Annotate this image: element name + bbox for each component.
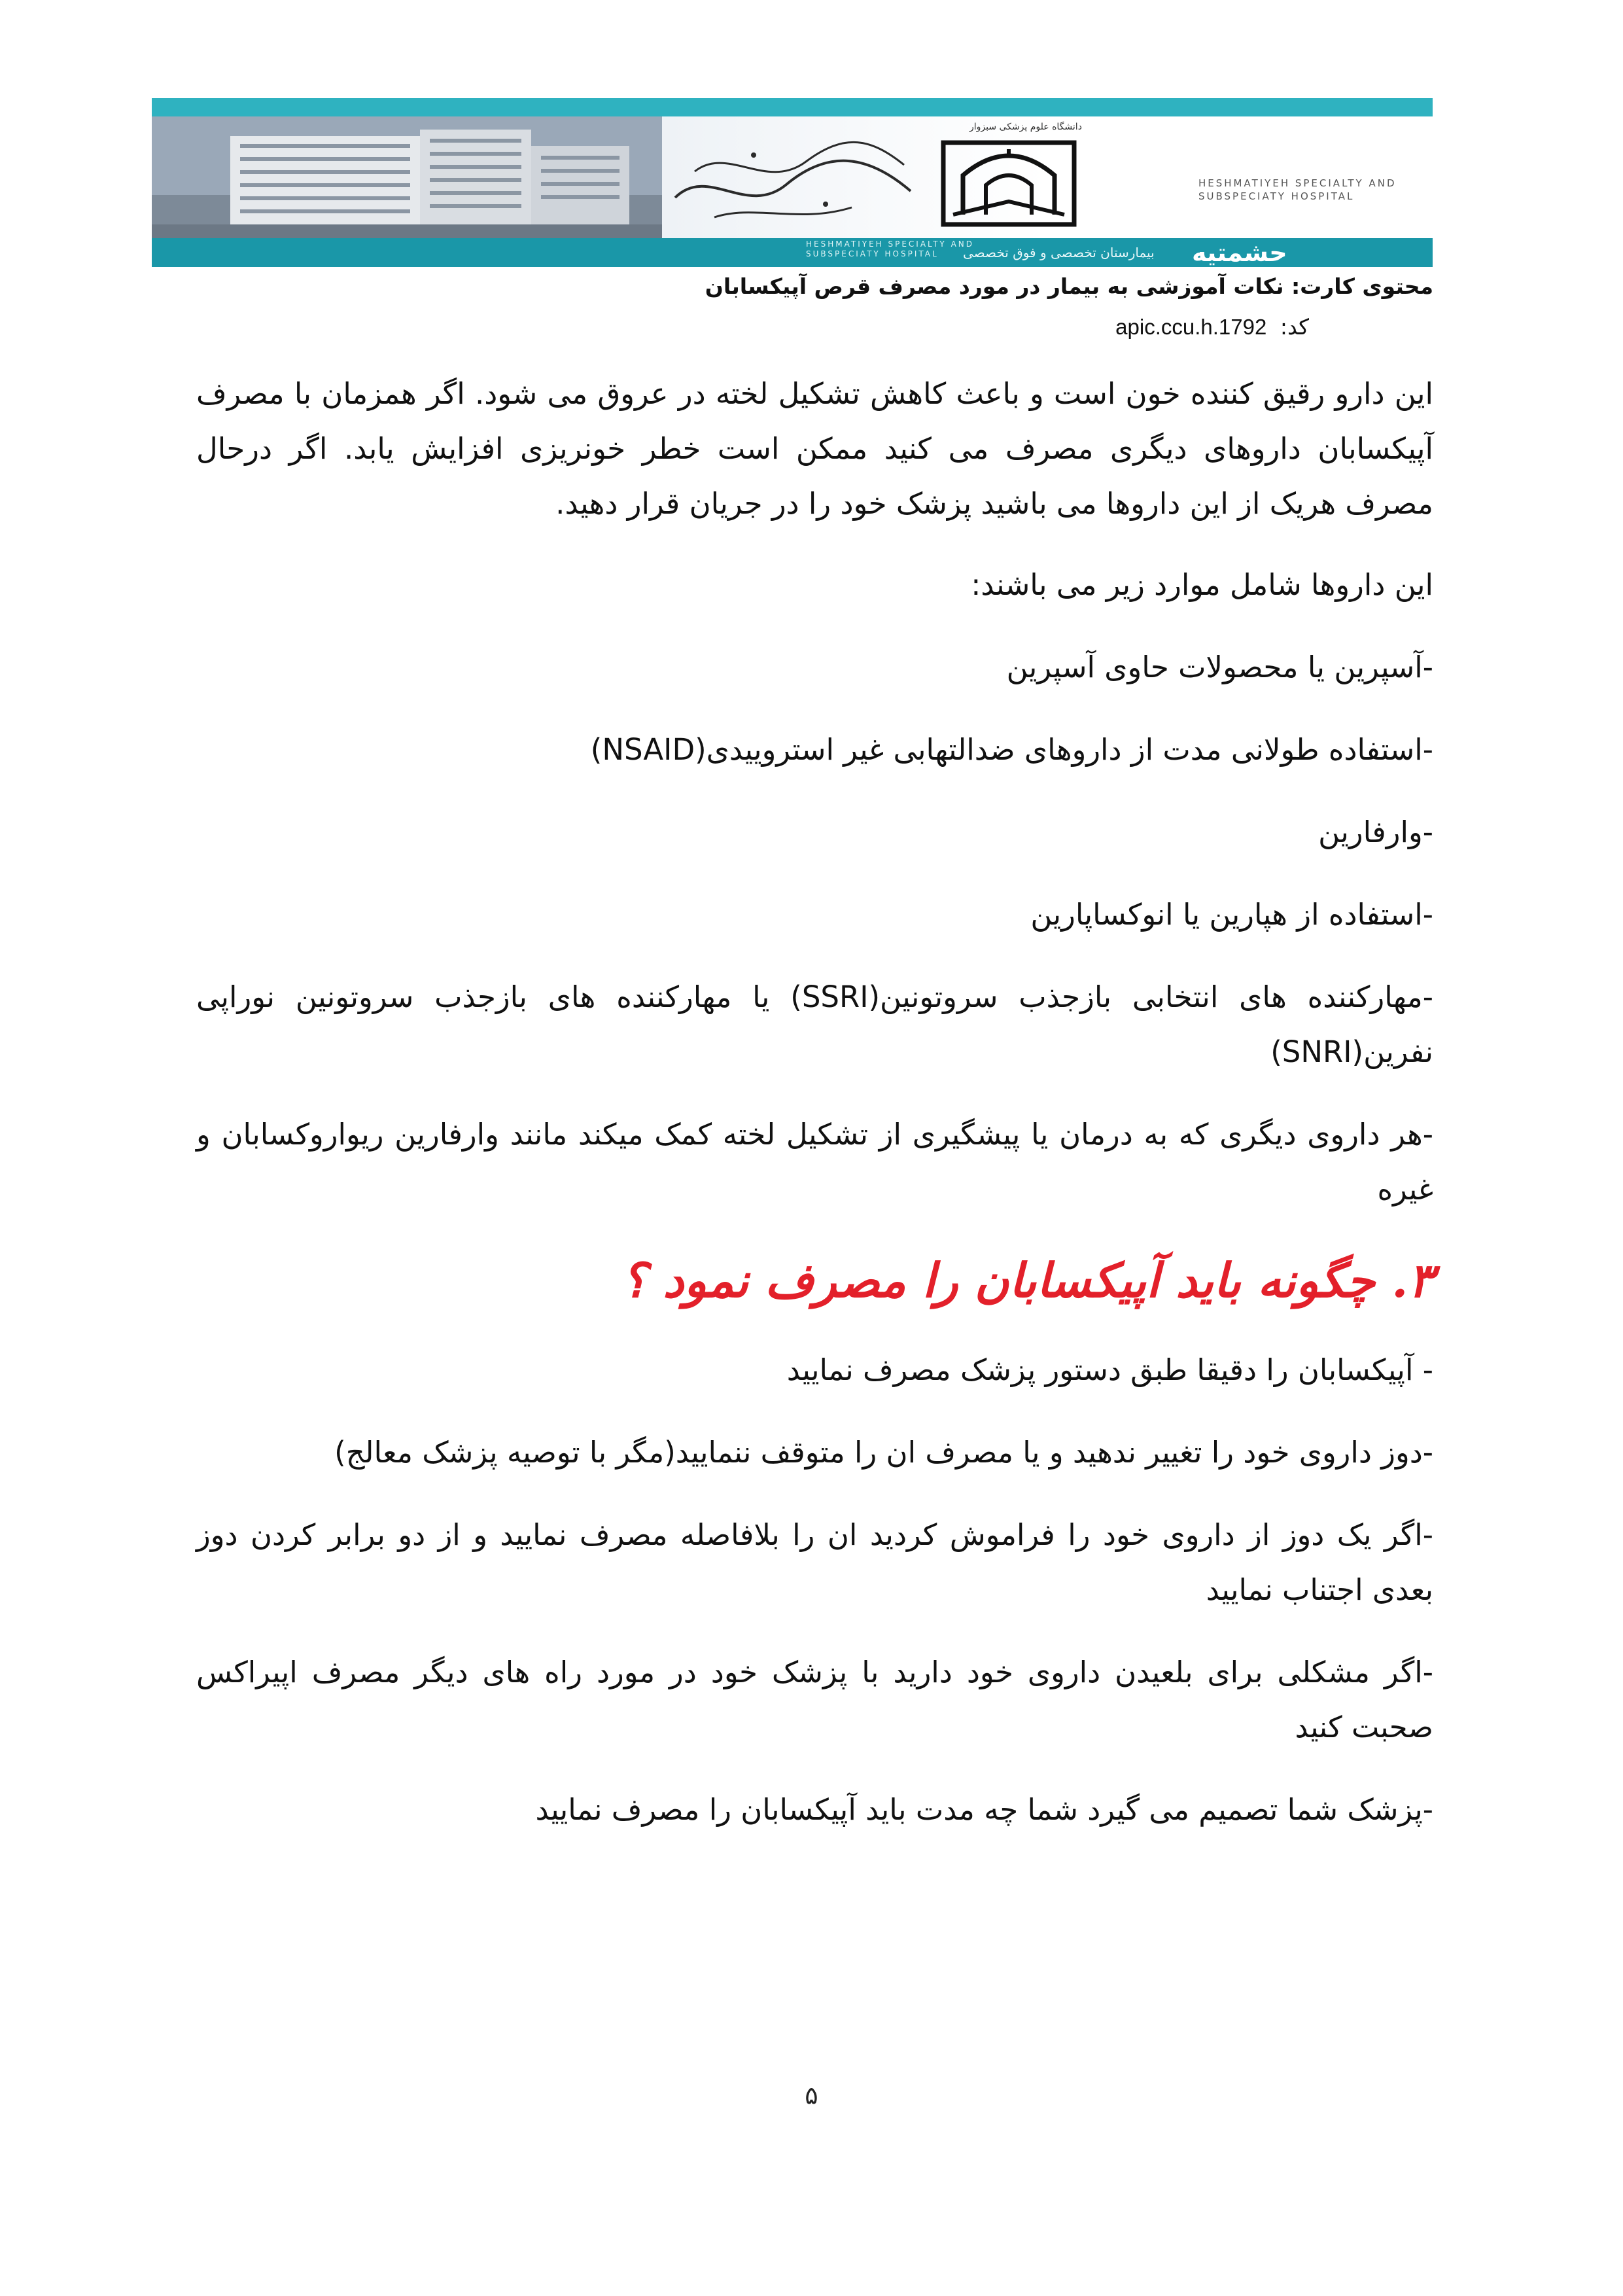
drug-list-item: -استفاده طولانی مدت از داروهای ضدالتهابی غیر استروییدی(NSAID) — [590, 732, 1433, 767]
banner-image-area — [152, 116, 1433, 238]
instruction-item: -دوز داروی خود را تغییر ندهید و یا مصرف ان را متوقف ننمایید(مگر با توصیه پزشک معالج) — [334, 1435, 1433, 1470]
document-body — [196, 366, 1433, 1865]
drug-list-intro: این داروها شامل موارد زیر می باشند: — [971, 567, 1433, 602]
card-code-label: کد: — [1280, 314, 1309, 340]
drug-list-item: -استفاده از هپارین یا انوکساپارین — [1030, 897, 1433, 932]
hospital-building-image — [152, 116, 662, 238]
calligraphy-slogan — [655, 126, 930, 230]
university-logo-icon — [924, 123, 1094, 234]
drug-list-item: -هر داروی دیگری که به درمان یا پیشگیری از تشکیل لخته کمک میکند مانند وارفارین ریواروکسابان و غیره — [196, 1117, 1433, 1207]
section-heading: ۳. چگونه باید آپیکسابان را مصرف نمود ؟ — [621, 1252, 1433, 1308]
hospital-english-name-small: HESHMATIYEH SPECIALTY AND SUBSPECIATY HOSPITAL — [806, 239, 974, 258]
card-content-title: محتوی کارت: نکات آموزشی به بیمار در مورد مصرف قرص آپیکسابان — [705, 274, 1433, 299]
university-caption: دانشگاه علوم پزشکی سبزوار — [969, 122, 1082, 132]
drug-list-item: -وارفارین — [1318, 815, 1433, 849]
banner-top-strip — [152, 98, 1433, 116]
hospital-subtitle: بیمارستان تخصصی و فوق تخصصی — [963, 245, 1155, 260]
card-code — [1115, 314, 1309, 340]
drug-list-item: -آسپرین یا محصولات حاوی آسپرین — [1006, 650, 1433, 684]
drug-list-item: -مهارکننده های انتخابی بازجذب سروتونین(SSRI) یا مهارکننده های بازجذب سروتونین نوراپی نفرین(SNRI) — [196, 980, 1433, 1069]
page-number: ۵ — [805, 2081, 818, 2110]
hospital-brand-name: حشمتیه — [1192, 238, 1287, 267]
hospital-banner — [152, 98, 1433, 267]
instruction-item: -پزشک شما تصمیم می گیرد شما چه مدت باید آپیکسابان را مصرف نمایید — [535, 1792, 1433, 1827]
instruction-item: -اگر مشکلی برای بلعیدن داروی خود دارید با پزشک خود در مورد راه های دیگر مصرف اپیراکس صحبت کنید — [196, 1655, 1433, 1744]
hospital-english-name: HESHMATIYEH SPECIALTY AND SUBSPECIATY HOSPITAL — [1198, 177, 1397, 202]
card-code-value: apic.ccu.h.1792 — [1115, 315, 1267, 339]
intro-paragraph: این دارو رقیق کننده خون است و باعث کاهش تشکیل لخته در عروق می شود. اگر همزمان با مصرف آپیکسابان داروهای دیگری مصرف می کنید ممکن است خطر خونریزی افزایش یابد. اگر درحال مصرف هریک از این داروها می باشید پزشک خود را در جریان قرار دهید. — [196, 376, 1433, 521]
instruction-item: - آپیکسابان را دقیقا طبق دستور پزشک مصرف نمایید — [786, 1352, 1433, 1387]
instruction-item: -اگر یک دوز از داروی خود را فراموش کردید ان را بلافاصله مصرف نمایید و از دو برابر کردن دوز بعدی اجتناب نمایید — [196, 1517, 1433, 1607]
